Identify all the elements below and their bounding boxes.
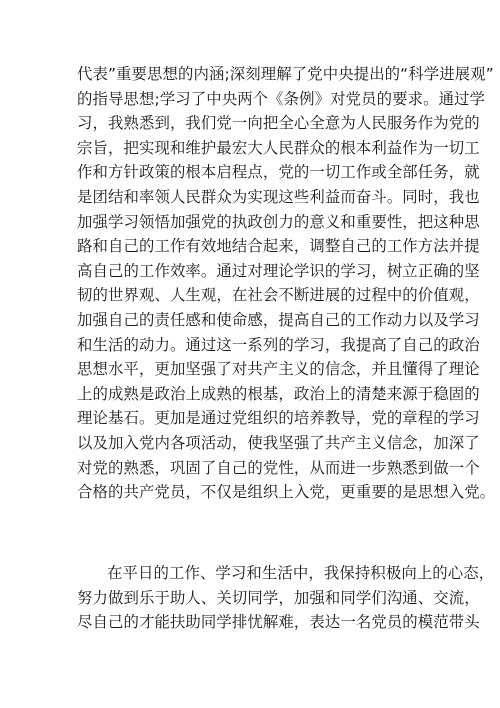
- text-line: 对党的熟悉，巩固了自己的党性，从而进一步熟悉到做一个: [77, 458, 480, 477]
- text-line: 习，我熟悉到，我们党一向把全心全意为人民服务作为党的: [77, 114, 480, 133]
- body-paragraph: [77, 62, 496, 505]
- text-line: 作和方针政策的根本启程点，党的一切工作或全部任务，就: [77, 163, 480, 182]
- text-line: 以及加入党内各项活动，使我坚强了共产主义信念，加深了: [77, 433, 480, 452]
- body-paragraph: [77, 561, 495, 635]
- text-line: 的指导思想;学习了中央两个《条例》对党员的要求。通过学: [77, 89, 486, 108]
- text-line: 加强学习领悟加强党的执政创力的意义和重要性，把这种思: [77, 212, 480, 231]
- text-line: 高自己的工作效率。通过对理论学识的学习，树立正确的坚: [77, 261, 480, 280]
- text-line: 代表”重要思想的内涵;深刻理解了党中央提出的“科学进展观”: [77, 65, 494, 83]
- text-line: 理论基石。更加是通过党组织的培养教导，党的章程的学习: [77, 409, 480, 428]
- text-line: 韧的世界观、人生观，在社会不断进展的过程中的价值观，: [77, 286, 480, 305]
- text-line: 和生活的动力。通过这一系列的学习，我提高了自己的政治: [77, 335, 480, 354]
- text-line: 上的成熟是政治上成熟的根基，政治上的清楚来源于稳固的: [77, 384, 480, 403]
- text-line: 在平日的工作、学习和生活中，我保持积极向上的心态，: [107, 564, 495, 582]
- text-line: 合格的共产党员，不仅是组织上入党，更重要的是思想入党。: [77, 483, 496, 502]
- text-line: 是团结和率领人民群众为实现这些利益而奋斗。同时，我也: [77, 187, 480, 206]
- text-line: 努力做到乐于助人、关切同学，加强和同学们沟通、交流，: [77, 588, 480, 607]
- text-line: 尽自己的才能扶助同学排忧解难，表达一名党员的模范带头: [77, 613, 480, 632]
- text-line: 思想水平，更加坚强了对共产主义的信念，并且懂得了理论: [77, 360, 480, 379]
- text-line: 加强自己的责任感和使命感，提高自己的工作动力以及学习: [77, 310, 480, 329]
- text-line: 路和自己的工作有效地结合起来，调整自己的工作方法并提: [77, 237, 480, 256]
- text-line: 宗旨，把实现和维护最宏大人民群众的根本利益作为一切工: [77, 138, 480, 157]
